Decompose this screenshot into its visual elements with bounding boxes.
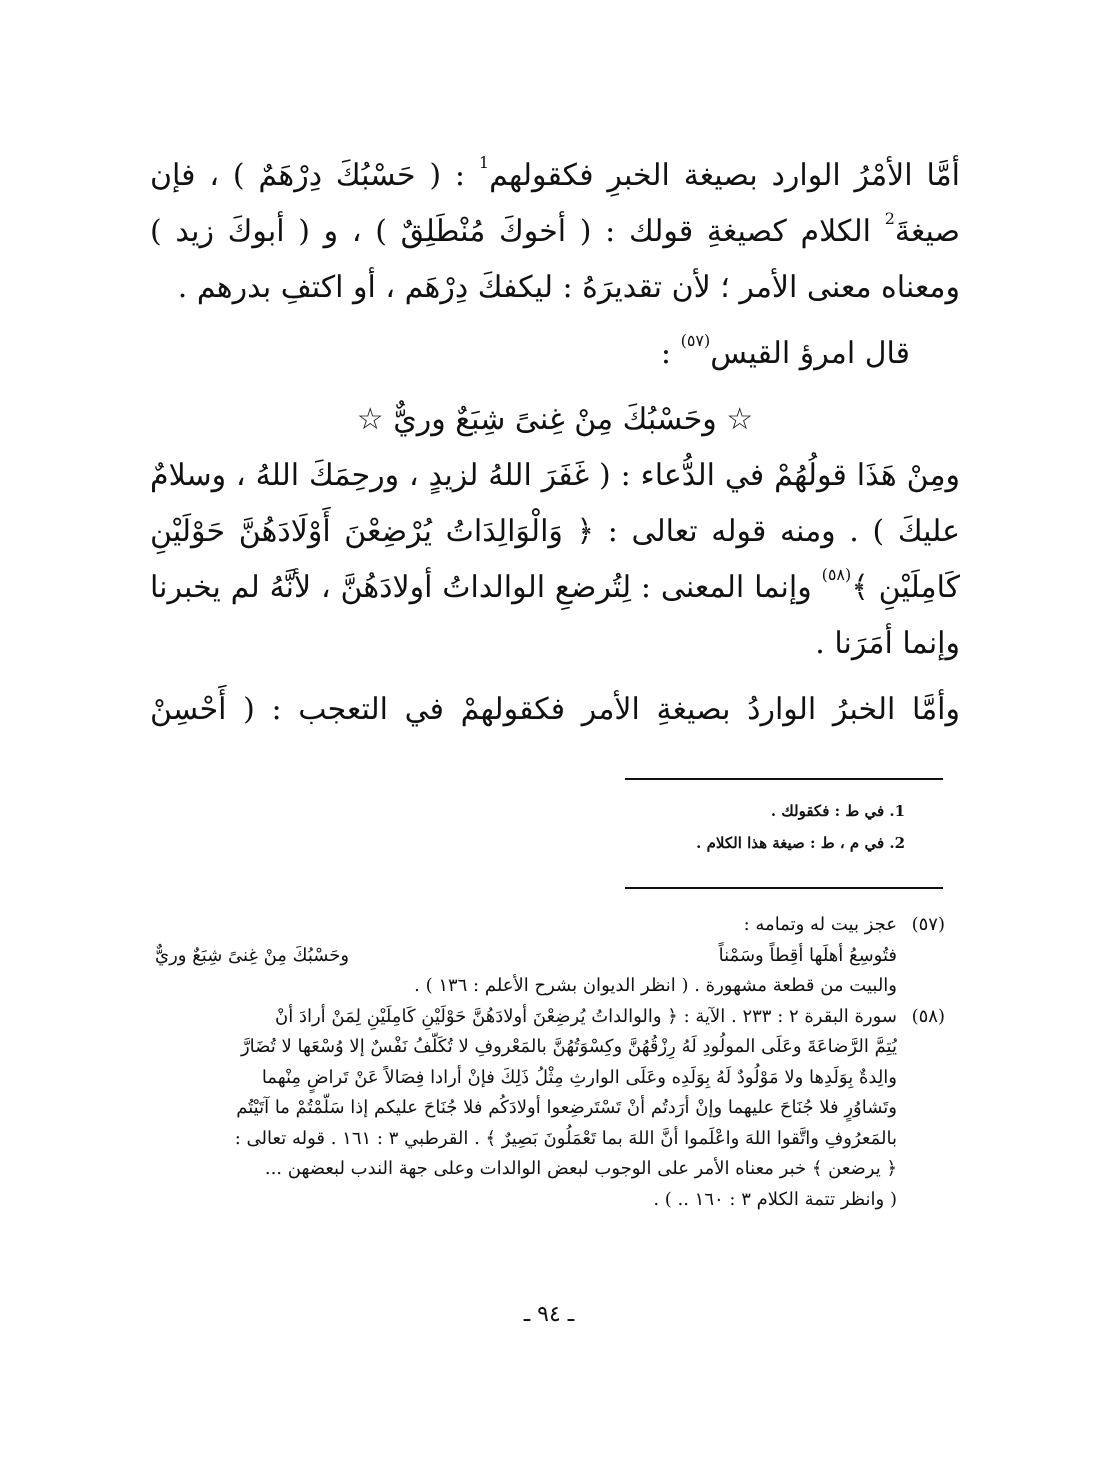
footnote-line: وتَشاوُرٍ فلا جُنَاحَ عليهما وإنْ أرَدتُم أنْ تَسْتَرضِعوا أولادَكُم فلا جُنَاحَ عليكم إذا سَلَّمْتُمْ ما آتَيْتُم: [236, 1097, 897, 1118]
poetry-verse: ☆ وحَسْبُكَ مِنْ غِنىً شِبَعٌ وريٌّ ☆: [356, 402, 754, 437]
text-run: كَامِلَيْنِ ﴾: [851, 570, 960, 605]
footnotes: [155, 910, 945, 1215]
footnote-ref-57: (٥٧): [680, 331, 711, 350]
page-number: ـ ٩٤ ـ: [523, 1302, 575, 1327]
footnote-line: ( وانظر تتمة الكلام ٣ : ١٦٠ .. ) .: [653, 1188, 897, 1210]
footnote-line: والبيت من قطعة مشهورة . ( انظر الديوان بشرح الأعلم : ١٣٦ ) .: [414, 975, 897, 996]
footnote-line: يُتِمَّ الرَّضاعَةَ وعَلَى المولُودِ لَهُ رِزْقُهُنَّ وكِسْوَتُهُنَّ بالمَعْروفِ لا تُكَلَّفُ نَفْسٌ إلا وُسْعَها لا تُضَارَّ: [240, 1036, 897, 1057]
footnote-line: والِدةٌ بِوَلَدِها ولا مَوْلُودٌ لَهُ بِوَلَدِه وعَلَى الوارثِ مِثْلُ ذَلِكَ فإنْ أرادا فِصَالاً عَنْ تَراضٍ مِنْهما: [261, 1066, 897, 1088]
editor-note-1: 1. في ط : فكقولك .: [770, 802, 905, 820]
paragraph-1-line-3: ومعناه معنى الأمر ؛ لأن تقديرَهُ : ليكفكَ دِرْهَم ، أو اكتفِ بدرهم .: [177, 270, 960, 305]
footnote-number: (٥٧): [911, 914, 945, 935]
footnote-verse: [155, 941, 897, 972]
paragraph-2-line-1: [150, 326, 960, 382]
paragraph-3-line-1: ومِنْ هَذَا قولُهُمْ في الدُّعاء : ( غَفَرَ اللهُ لزيدٍ ، ورحِمَكَ اللهُ ، وسلامٌ: [150, 458, 960, 493]
paragraph-4-line-1: وأمَّا الخبرُ الواردُ بصيغةِ الأمر فكقولهمْ في التعجب : ( أَحْسِنْ: [150, 692, 960, 727]
text-run: :: [660, 336, 681, 371]
text-run: صيغةَ: [894, 214, 960, 249]
footnote-line: عجز بيت له وتمامه :: [743, 914, 897, 935]
editor-note-ref-1: 1: [478, 153, 490, 172]
verse-hemistich-left: وحَسْبُكَ مِنْ غِنىً شِبَعٌ وريٌّ: [155, 944, 350, 966]
footnote-line: ﴿ يرضعن ﴾ خبر معناه الأمر على الوجوب لبعض الوالدات وعلى جهة الندب لبعضهن ...: [264, 1158, 897, 1179]
footnote-number: (٥٨): [911, 1005, 945, 1027]
text-run: الكلام كصيغةِ قولك : ( أخوكَ مُنْطَلِقٌ ) ، و ( أبوكَ زيد ): [150, 214, 885, 249]
verse-hemistich-right: فتُوسِعُ أهلَها أقِطاً وسَمْناً: [718, 944, 897, 966]
text-run: أمَّا الأمْرُ الوارد بصيغة الخبرِ فكقولهم: [489, 158, 960, 193]
footnote-ref-58: (٥٨): [821, 565, 852, 584]
footnote-57: [155, 910, 945, 1002]
editor-note-ref-2: 2: [884, 209, 895, 228]
paragraph-3-line-4: وإنما أمَرَنا .: [815, 626, 960, 661]
footnote-line: بالمَعرُوفِ واتَّقوا اللهَ واعْلَموا أنَّ اللهَ بما تَعْمَلُونَ بَصِيرٌ ﴾ . القرطبي ٣ : ١٦١ . قوله تعالى :: [234, 1127, 897, 1149]
paragraph-3-line-2: عليكَ ) . ومنه قوله تعالى : ﴿ وَالْوَالِدَاتُ يُرْضِعْنَ أَوْلَادَهُنَّ حَوْلَيْنِ: [150, 514, 960, 549]
footnote-divider-top: [625, 778, 943, 780]
main-text: [150, 148, 960, 738]
text-run: قال امرؤ القيس: [710, 336, 910, 371]
footnote-line: سورة البقرة ٢ : ٢٣٣ . الآية : ﴿ والوالداتُ يُرضِعْنَ أولادَهُنَّ حَوْلَيْنِ كَامِلَيْنِ لِمَنْ أرادَ أنْ: [275, 1005, 897, 1027]
paragraph-1-line-2: [150, 204, 960, 260]
footnote-divider-bottom: [625, 887, 943, 889]
paragraph-1-line-1: [150, 148, 960, 204]
editor-note-2: 2. في م ، ط : صيغة هذا الكلام .: [696, 834, 905, 852]
text-run: وإنما المعنى : لِتُرضعِ الوالداتُ أولادَهُنَّ ، لأنَّهُ لم يخبرنا: [150, 570, 822, 605]
text-run: : ( حَسْبُكَ دِرْهَمٌ ) ، فإن: [150, 158, 479, 193]
footnote-58: [155, 1002, 945, 1216]
paragraph-3-line-3: [150, 560, 960, 616]
